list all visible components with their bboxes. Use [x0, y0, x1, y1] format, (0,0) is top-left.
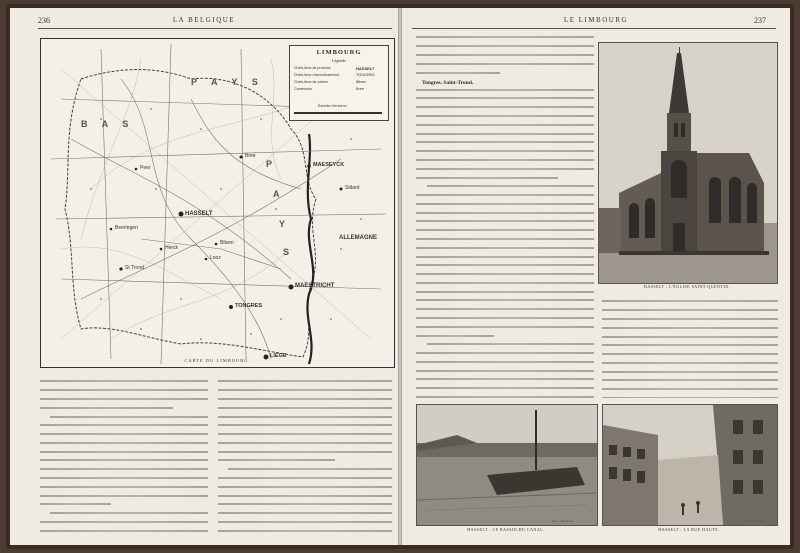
street-drawing — [603, 405, 777, 525]
text-line — [416, 396, 594, 399]
book-spread — [6, 4, 794, 549]
text-line — [416, 229, 594, 235]
text-line — [416, 326, 594, 332]
legend-row-4: Communes — [294, 87, 312, 91]
text-line — [416, 238, 594, 244]
text-line — [218, 442, 392, 448]
city-bilsen: Bilsen — [220, 240, 234, 246]
text-line — [416, 299, 594, 305]
text-line — [416, 203, 594, 209]
text-line — [218, 389, 392, 395]
text-line — [40, 521, 208, 527]
city-looz: Looz — [210, 255, 221, 261]
text-line — [602, 344, 778, 350]
text-line — [40, 407, 208, 413]
text-line — [416, 133, 594, 139]
text-line — [416, 212, 594, 218]
text-column-right-1 — [416, 34, 594, 399]
city-maestricht: MAESTRICHT — [295, 283, 335, 289]
city-tongres: TONGRES — [235, 303, 263, 309]
caption-canal: HASSELT : LE BASSIN DU CANAL. — [467, 527, 545, 532]
text-column-left-2 — [218, 378, 392, 538]
text-line — [218, 495, 392, 501]
text-line — [416, 115, 594, 121]
city-sittard: Sittard — [345, 185, 360, 191]
credit-canal: Phot. Hermans. — [552, 519, 575, 523]
text-line — [218, 451, 392, 457]
legend-key-4: Bree — [356, 87, 365, 91]
text-line — [218, 416, 392, 422]
text-line — [416, 317, 594, 323]
city-maeseyck: MAESEYCK — [313, 162, 345, 168]
text-line — [602, 336, 778, 342]
city-liege: LIÉGE — [270, 353, 287, 359]
text-line — [602, 318, 778, 324]
text-line — [416, 264, 594, 270]
text-line — [416, 63, 594, 69]
text-line — [40, 424, 208, 430]
region-label-bas: B A S — [81, 119, 135, 129]
legend-key-3: Bilsen — [356, 80, 367, 84]
text-line — [218, 433, 392, 439]
left-page — [10, 8, 399, 545]
text-line — [416, 352, 594, 358]
running-head-right: LE LIMBOURG — [563, 16, 629, 24]
right-page — [402, 8, 790, 545]
text-line — [416, 361, 594, 367]
text-line — [602, 309, 778, 315]
text-line — [602, 353, 778, 359]
region-label-allemagne: ALLEMAGNE — [339, 235, 377, 241]
text-line — [40, 512, 208, 518]
region-label-s: S — [283, 247, 296, 257]
text-line — [416, 220, 594, 226]
text-line — [602, 379, 778, 385]
text-line — [416, 194, 594, 200]
text-line — [218, 459, 392, 465]
legend-row-3: Chefs-lieux de canton — [294, 80, 328, 84]
text-line — [40, 416, 208, 422]
text-line — [40, 503, 208, 509]
text-line — [40, 380, 208, 386]
legend-scale: Échelle d'environ — [318, 104, 347, 108]
church-drawing — [599, 43, 777, 283]
text-line — [416, 168, 594, 174]
region-label-p: P — [266, 159, 279, 169]
text-line — [40, 495, 208, 501]
text-line — [416, 291, 594, 297]
region-label-a: A — [273, 189, 286, 199]
text-line — [416, 106, 594, 112]
credit-rue: Phot. Hermans. — [744, 519, 767, 523]
header-rule-right — [412, 28, 776, 29]
city-bree: Bree — [245, 153, 256, 159]
text-line — [602, 300, 778, 306]
section-heading: Tongres. Saint-Trond. — [422, 79, 474, 86]
city-st-trond: St Trond — [125, 265, 144, 271]
legend-subtitle: Légende — [332, 58, 346, 63]
text-line — [416, 343, 594, 349]
page-number-left: 236 — [38, 16, 50, 25]
text-line — [602, 371, 778, 377]
text-line — [416, 387, 594, 393]
text-line — [40, 442, 208, 448]
photo-bassin-du-canal — [416, 404, 598, 526]
scale-bar — [294, 112, 382, 114]
caption-rue: HASSELT : LA RUE HAUTE. — [658, 527, 720, 532]
text-line — [416, 97, 594, 103]
text-line — [218, 503, 392, 509]
text-column-right-2 — [602, 298, 778, 398]
text-line — [40, 468, 208, 474]
text-line — [416, 72, 594, 78]
text-line — [218, 407, 392, 413]
photo-eglise-saint-quentin — [598, 42, 778, 284]
legend-row-2: Chefs-lieux d'arrondissement — [294, 73, 340, 77]
photo-rue-haute — [602, 404, 778, 526]
text-line — [218, 380, 392, 386]
canal-drawing — [417, 405, 597, 525]
running-head-left: LA BELGIQUE — [172, 16, 236, 24]
text-line — [218, 521, 392, 527]
text-line — [416, 177, 594, 183]
text-line — [40, 398, 208, 404]
map-limbourg — [40, 38, 395, 368]
city-hasselt: HASSELT — [185, 211, 213, 217]
legend-key-1: HASSELT — [356, 66, 375, 71]
city-beeringen: Beeringen — [115, 225, 138, 231]
text-line — [40, 459, 208, 465]
map-legend — [289, 45, 389, 121]
text-line — [218, 398, 392, 404]
text-line — [416, 378, 594, 384]
region-label-y: Y — [279, 219, 292, 229]
city-herck: Herck — [165, 245, 179, 251]
text-line — [602, 327, 778, 333]
text-line — [416, 308, 594, 314]
text-line — [40, 477, 208, 483]
city-peer: Peer — [140, 165, 151, 171]
text-line — [218, 468, 392, 474]
text-line — [602, 362, 778, 368]
text-line — [416, 150, 594, 156]
text-line — [416, 282, 594, 288]
text-line — [416, 185, 594, 191]
map-caption: CARTE DU LIMBOURG. — [184, 358, 251, 363]
text-line — [416, 124, 594, 130]
text-line — [416, 54, 594, 60]
header-rule — [38, 28, 392, 29]
page-number-right: 237 — [754, 16, 766, 25]
text-line — [416, 45, 594, 51]
caption-eglise: HASSELT : L'ÉGLISE SAINT-QUENTIN. — [643, 284, 731, 289]
region-label-pays: P A Y S — [191, 77, 264, 87]
text-line — [40, 433, 208, 439]
text-line — [40, 486, 208, 492]
text-line — [218, 530, 392, 536]
text-column-left-1 — [40, 378, 208, 538]
text-line — [218, 486, 392, 492]
map-title: LIMBOURG — [316, 49, 362, 56]
text-line — [218, 477, 392, 483]
text-line — [218, 512, 392, 518]
text-line — [416, 141, 594, 147]
text-line — [416, 256, 594, 262]
text-line — [416, 370, 594, 376]
text-line — [40, 389, 208, 395]
text-line — [602, 388, 778, 394]
text-line — [416, 273, 594, 279]
text-line — [218, 424, 392, 430]
text-line — [416, 89, 594, 95]
text-line — [602, 397, 778, 398]
text-line — [416, 335, 594, 341]
text-line — [416, 247, 594, 253]
text-line — [40, 530, 208, 536]
legend-row-1: Chefs-lieux de province — [294, 66, 331, 70]
legend-key-2: TONGRES — [356, 73, 375, 77]
text-line — [416, 36, 594, 42]
text-line — [416, 159, 594, 165]
text-line — [40, 451, 208, 457]
